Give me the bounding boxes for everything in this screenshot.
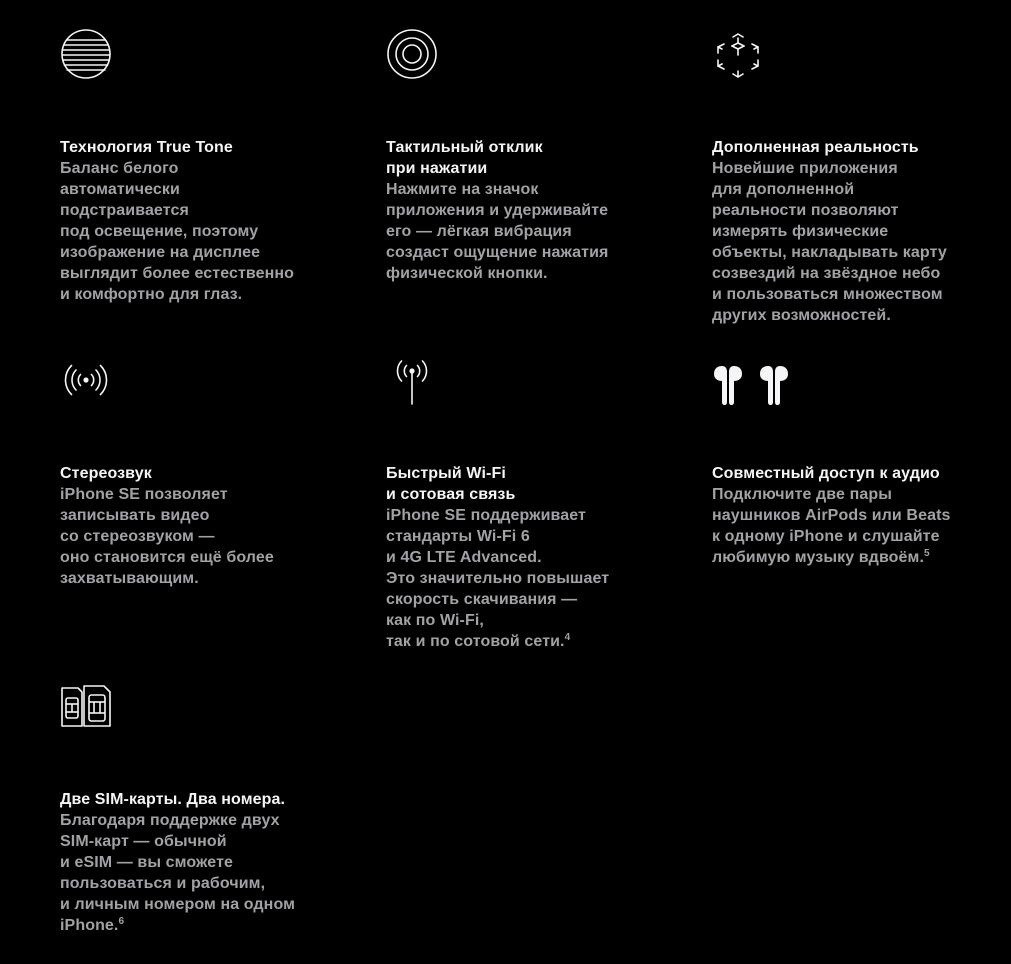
feature-description: Подключите две пары наушников AirPods или Beats к одному iPhone и слушайте любимую музыку вдвоём.$^5$: [712, 486, 951, 566]
feature-augmented-reality: [712, 28, 992, 326]
feature-haptic-touch: [386, 28, 666, 284]
footnote-marker[interactable]: 5: [924, 548, 930, 559]
dual-sim-icon: [60, 680, 112, 732]
stereo-audio-icon: [60, 354, 112, 406]
wifi-antenna-icon: [386, 354, 438, 406]
airpods-icon: [712, 354, 764, 406]
feature-stereo-audio: [60, 354, 340, 589]
feature-wifi-cellular: [386, 354, 666, 652]
footnote-marker[interactable]: 6: [118, 916, 125, 927]
feature-description: iPhone SE позволяет записывать видео со стереозвуком — оно становится ещё более захватывающим.: [60, 486, 274, 587]
feature-title: Тактильный отклик при нажатии: [386, 139, 543, 177]
true-tone-icon: [60, 28, 112, 80]
feature-title: Быстрый Wi‑Fi и сотовая связь: [386, 465, 516, 503]
feature-title: Технология True Tone: [60, 139, 233, 156]
feature-audio-sharing: [712, 354, 992, 568]
feature-title: Дополненная реальность: [712, 139, 919, 156]
feature-title: Совместный доступ к аудио: [712, 465, 940, 482]
feature-dual-sim: [60, 680, 340, 936]
feature-description: Новейшие приложения для дополненной реальности позволяют измерять физические объекты, накладывать карту созвездий на звёздное небо и пользоваться множеством других возможностей.: [712, 160, 947, 324]
feature-title: Стереозвук: [60, 465, 152, 482]
feature-true-tone: [60, 28, 340, 305]
feature-description: Баланс белого автоматически подстраивается под освещение, поэтому изображение на дисплее выглядит более естественно и комфортно для глаз.: [60, 160, 295, 303]
feature-description: Благодаря поддержке двух SIM‑карт — обычной и eSIM — вы сможете пользоваться и рабочим, и личным номером на одном iPhone.$^6$: [60, 812, 296, 934]
footnote-marker[interactable]: 4: [564, 632, 571, 643]
feature-title: Две SIM‑карты. Два номера.: [60, 791, 286, 808]
haptic-touch-icon: [386, 28, 438, 80]
augmented-reality-icon: [712, 28, 764, 80]
feature-description: iPhone SE поддерживает стандарты Wi‑Fi 6 и 4G LTE Advanced. Это значительно повышает скорость скачивания — как по Wi‑Fi, так и по сотовой сети.$^4$: [386, 507, 610, 650]
feature-description: Нажмите на значок приложения и удерживайте его — лёгкая вибрация создаст ощущение нажатия физической кнопки.: [386, 181, 609, 282]
